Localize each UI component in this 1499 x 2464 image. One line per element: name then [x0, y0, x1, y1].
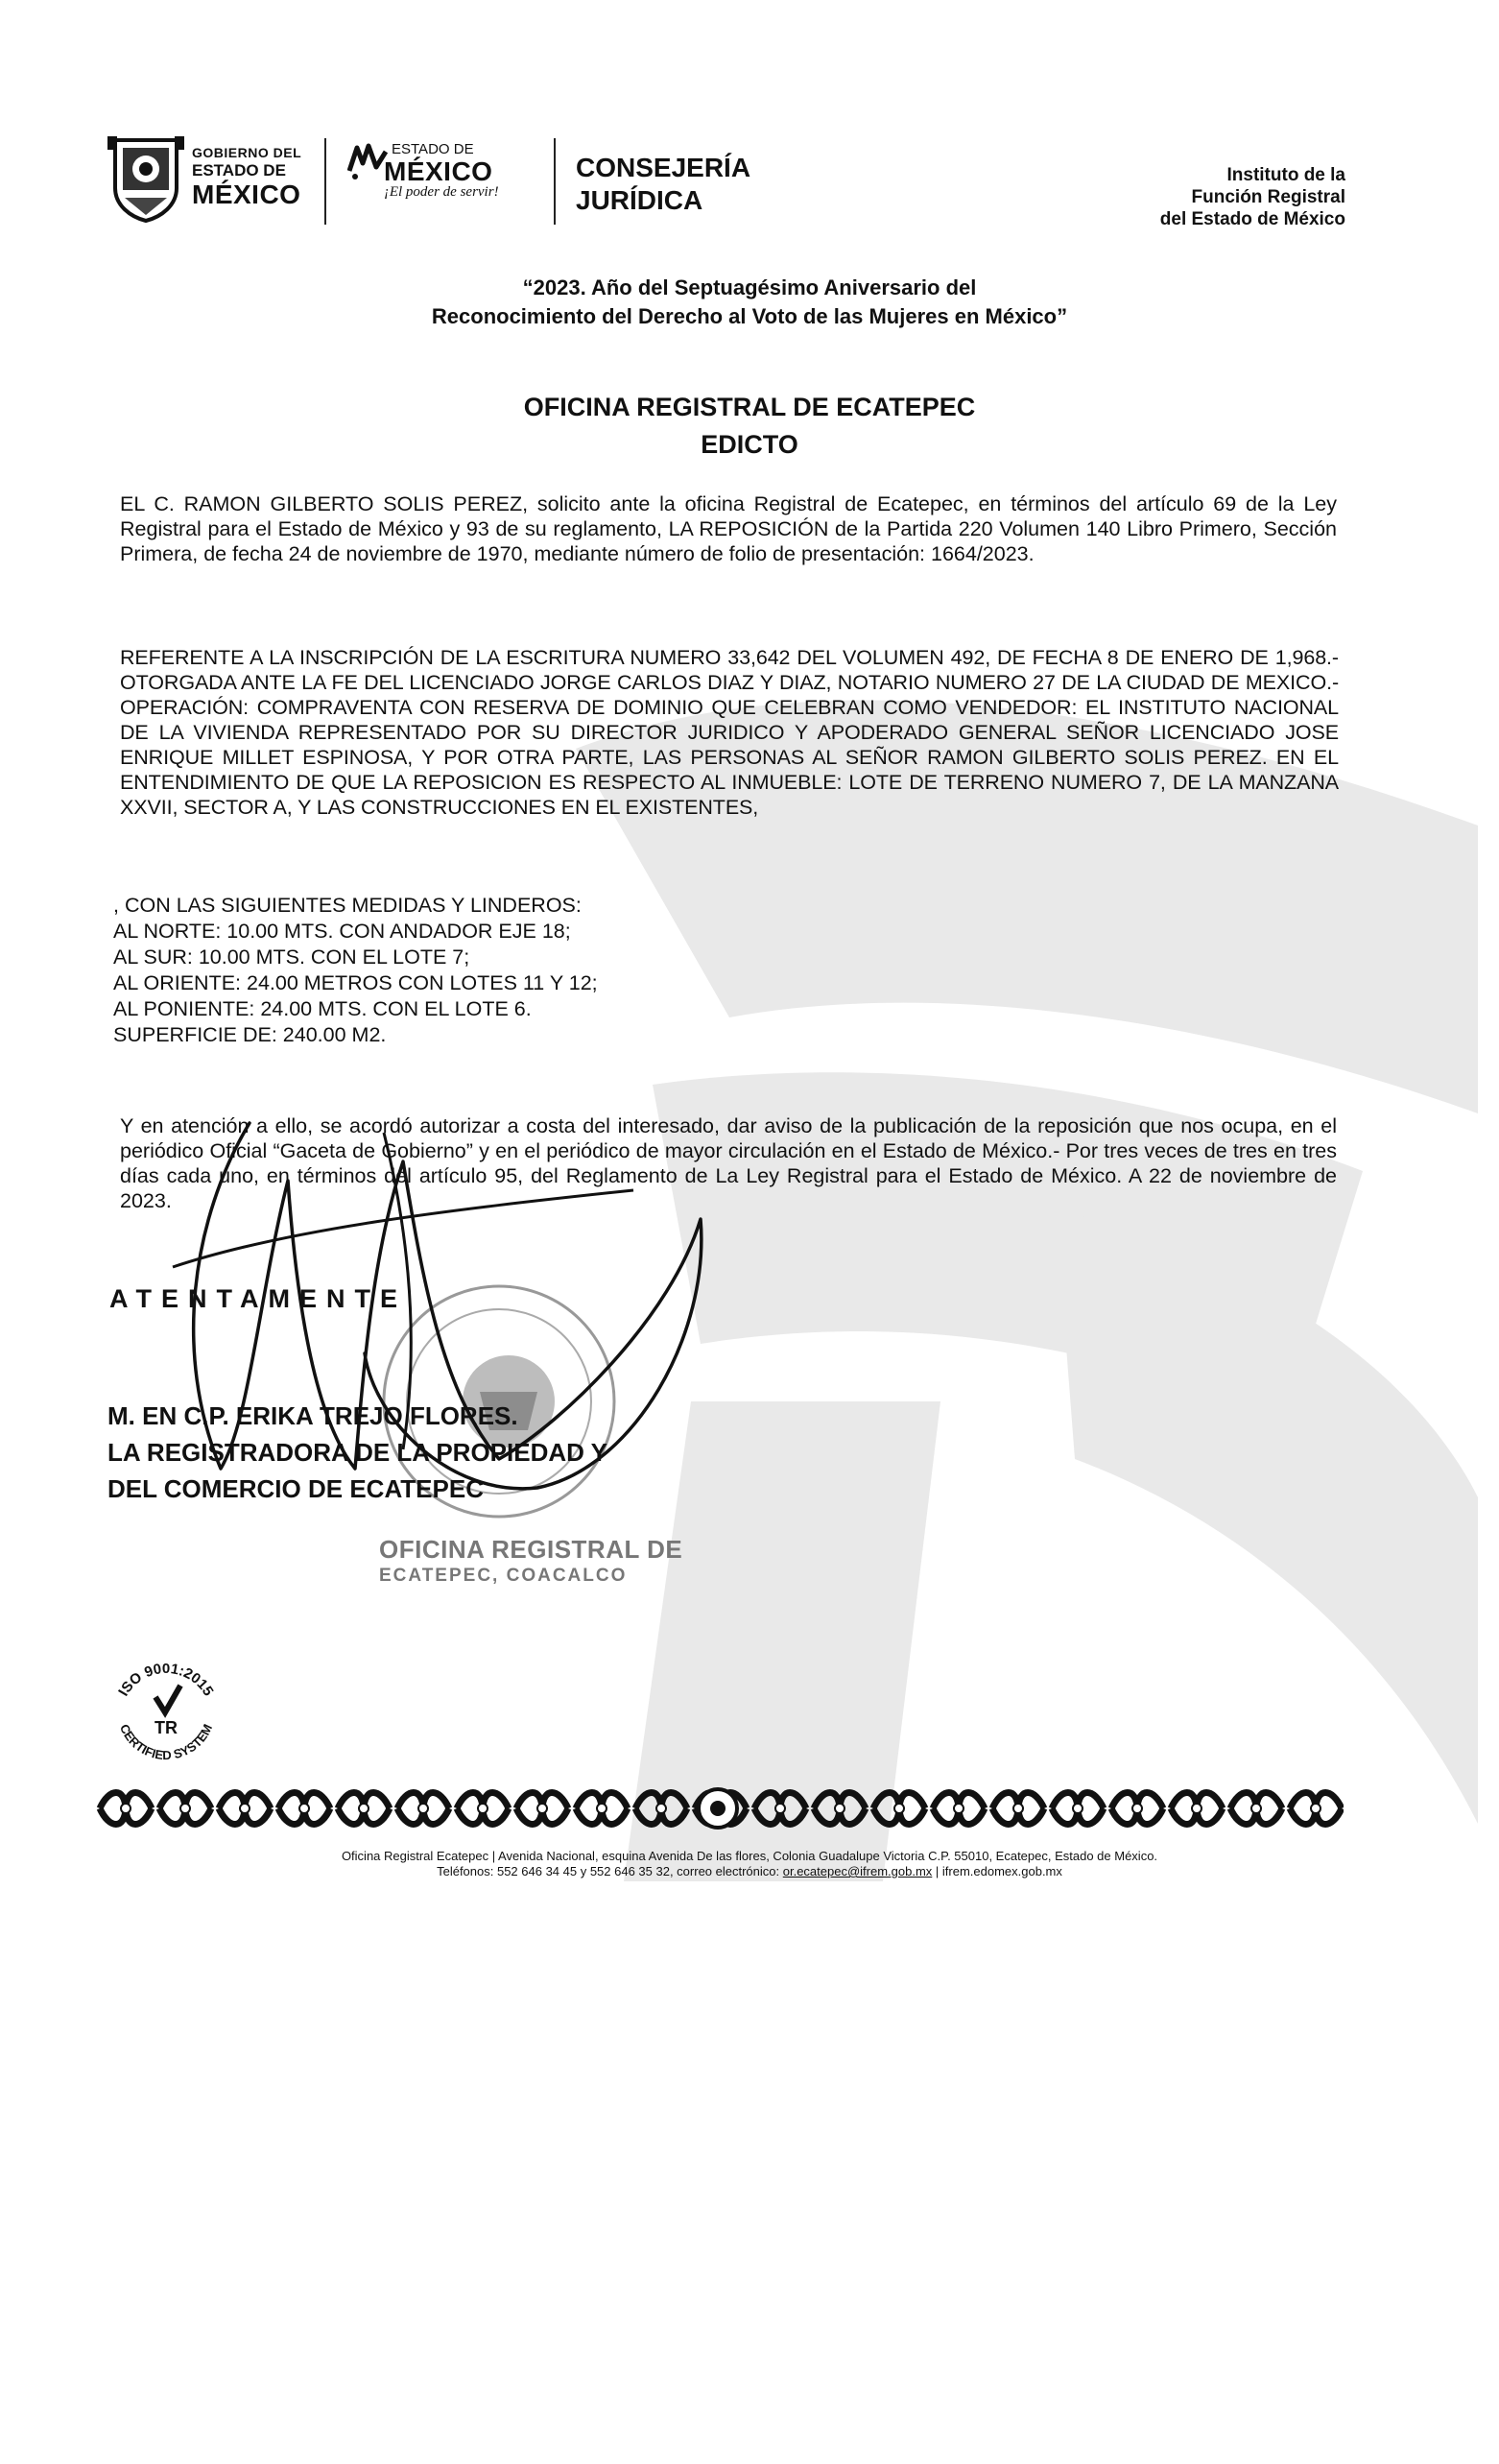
footer-contact [0, 1849, 1499, 1879]
gov-line-2: ESTADO DE [192, 161, 286, 179]
office-name: OFICINA REGISTRAL DE ECATEPEC [523, 393, 976, 421]
boundary-west: AL PONIENTE: 24.00 MTS. CON EL LOTE 6. [113, 997, 532, 1020]
iso-certified-badge-icon [104, 1651, 228, 1776]
iso-bottom-text: CERTIFIED SYSTEM [116, 1721, 216, 1763]
motto-line-2: Reconocimiento del Derecho al Voto de las Mujeres en México” [431, 303, 1068, 328]
estado-de-mexico-coat-of-arms-icon [107, 134, 184, 223]
footer-email-link[interactable]: or.ecatepec@ifrem.gob.mx [782, 1864, 933, 1878]
consejeria-line-1: CONSEJERÍA [576, 153, 751, 182]
boundary-north: AL NORTE: 10.00 MTS. CON ANDADOR EJE 18; [113, 920, 571, 943]
stamp-line-1: OFICINA REGISTRAL DE [379, 1535, 683, 1564]
boundaries-list [113, 893, 598, 1048]
consejeria-juridica-title [576, 152, 750, 216]
registrar-title-2: DEL COMERCIO DE ECATEPEC [107, 1474, 484, 1503]
consejeria-line-2: JURÍDICA [576, 184, 703, 215]
estado-de-mexico-brand [345, 142, 499, 201]
ifrem-institution-name [1160, 165, 1345, 230]
document-type: EDICTO [701, 430, 798, 460]
atentamente: ATENTAMENTE [109, 1284, 407, 1313]
paragraph-request: EL C. RAMON GILBERTO SOLIS PEREZ, solicito ante la oficina Registral de Ecatepec, en términos del artículo 69 de la Ley Registral para el Estado de México y 93 de su reglamento, LA REPOSICIÓN de la Partida 220 Volumen 140 Libro Primero, Sección Primera, de fecha 24 de noviembre de 1970, mediante número de folio de presentación: 1664/2023. [120, 492, 1337, 565]
footer-phones: Teléfonos: 552 646 34 45 y 552 646 35 32, correo electrónico: [437, 1864, 783, 1878]
header-divider [324, 138, 326, 225]
document-heading [0, 389, 1499, 464]
edomex-line-2: MÉXICO [384, 155, 493, 186]
paragraph-inscription: REFERENTE A LA INSCRIPCIÓN DE LA ESCRITURA NUMERO 33,642 DEL VOLUMEN 492, DE FECHA 8 DE ENERO DE 1,968.- OTORGADA ANTE LA FE DEL LICENCIADO JORGE CARLOS DIAZ Y DIAZ, NOTARIO NUMERO 27 DE LA CIUDAD DE MEXICO.- OPERACIÓN: COMPRAVENTA CON RESERVA DE DOMINIO QUE CELEBRAN COMO VENDEDOR: EL INSTITUTO NACIONAL DE LA VIVIENDA REPRESENTADO POR SU DIRECTOR JURIDICO Y APODERADO GENERAL SEÑOR LICENCIADO JOSE ENRIQUE MILLET ESPINOSA, Y POR OTRA PARTE, LAS PERSONAS AL SEÑOR RAMON GILBERTO SOLIS PEREZ. EN EL ENTENDIMIENTO DE QUE LA REPOSICION ES RESPECTO AL INMUEBLE: LOTE DE TERRENO NUMERO 7, DE LA MANZANA XXVII, SECTOR A, Y LAS CONSTRUCCIONES EN EL EXISTENTES, [120, 646, 1339, 819]
edomex-tagline: ¡El poder de servir! [384, 184, 499, 201]
ifrem-line-1: Instituto de la [1226, 165, 1345, 185]
gov-line-1: GOBIERNO DEL [192, 145, 302, 160]
ifrem-line-3: del Estado de México [1159, 208, 1345, 229]
footer-contact-line [0, 1864, 1499, 1879]
surface-area: SUPERFICIE DE: 240.00 M2. [113, 1023, 387, 1046]
svg-text:ISO 9001:2015 [115, 1661, 216, 1699]
handwritten-signature-icon [134, 1104, 749, 1507]
year-motto [0, 274, 1499, 330]
ifrem-line-2: Función Registral [1191, 186, 1345, 207]
header-divider-2 [554, 138, 556, 225]
motto-line-1: “2023. Año del Septuagésimo Aniversario del [522, 275, 977, 299]
stamp-line-2: ECATEPEC, COACALCO [379, 1566, 628, 1586]
edomex-line-1: ESTADO DE [392, 141, 474, 157]
decorative-border-band [96, 1782, 1344, 1835]
gov-line-3: MÉXICO [192, 179, 301, 209]
boundary-south: AL SUR: 10.00 MTS. CON EL LOTE 7; [113, 945, 470, 969]
footer-address: Oficina Registral Ecatepec | Avenida Nacional, esquina Avenida De las flores, Colonia Guadalupe Victoria C.P. 55010, Ecatepec, Estado de México. [341, 1849, 1158, 1863]
footer-website: | ifrem.edomex.gob.mx [932, 1864, 1062, 1878]
paragraph-publication-notice: Y en atención a ello, se acordó autorizar a costa del interesado, dar aviso de la publicación de la reposición que nos ocupa, en el periódico Oficial “Gaceta de Gobierno” y en el periódico de mayor circulación en el Estado de México.- Por tres veces de tres en tres días cada uno, en términos del artículo 95, del Reglamento de La Ley Registral para el Estado de México. A 22 de noviembre de 2023. [120, 1114, 1337, 1212]
iso-mark: TR [155, 1718, 178, 1737]
iso-top-text: ISO 9001:2015 [115, 1661, 217, 1700]
gobierno-estado-mexico-wordmark [192, 146, 301, 208]
registrar-name: M. EN C.P. ERIKA TREJO FLORES. [107, 1401, 518, 1430]
registrar-title-1: LA REGISTRADORA DE LA PROPIEDAD Y [107, 1438, 608, 1467]
boundaries-heading: , CON LAS SIGUIENTES MEDIDAS Y LINDEROS: [113, 894, 582, 917]
boundary-east: AL ORIENTE: 24.00 METROS CON LOTES 11 Y 12; [113, 971, 598, 994]
office-stamp [379, 1536, 682, 1590]
